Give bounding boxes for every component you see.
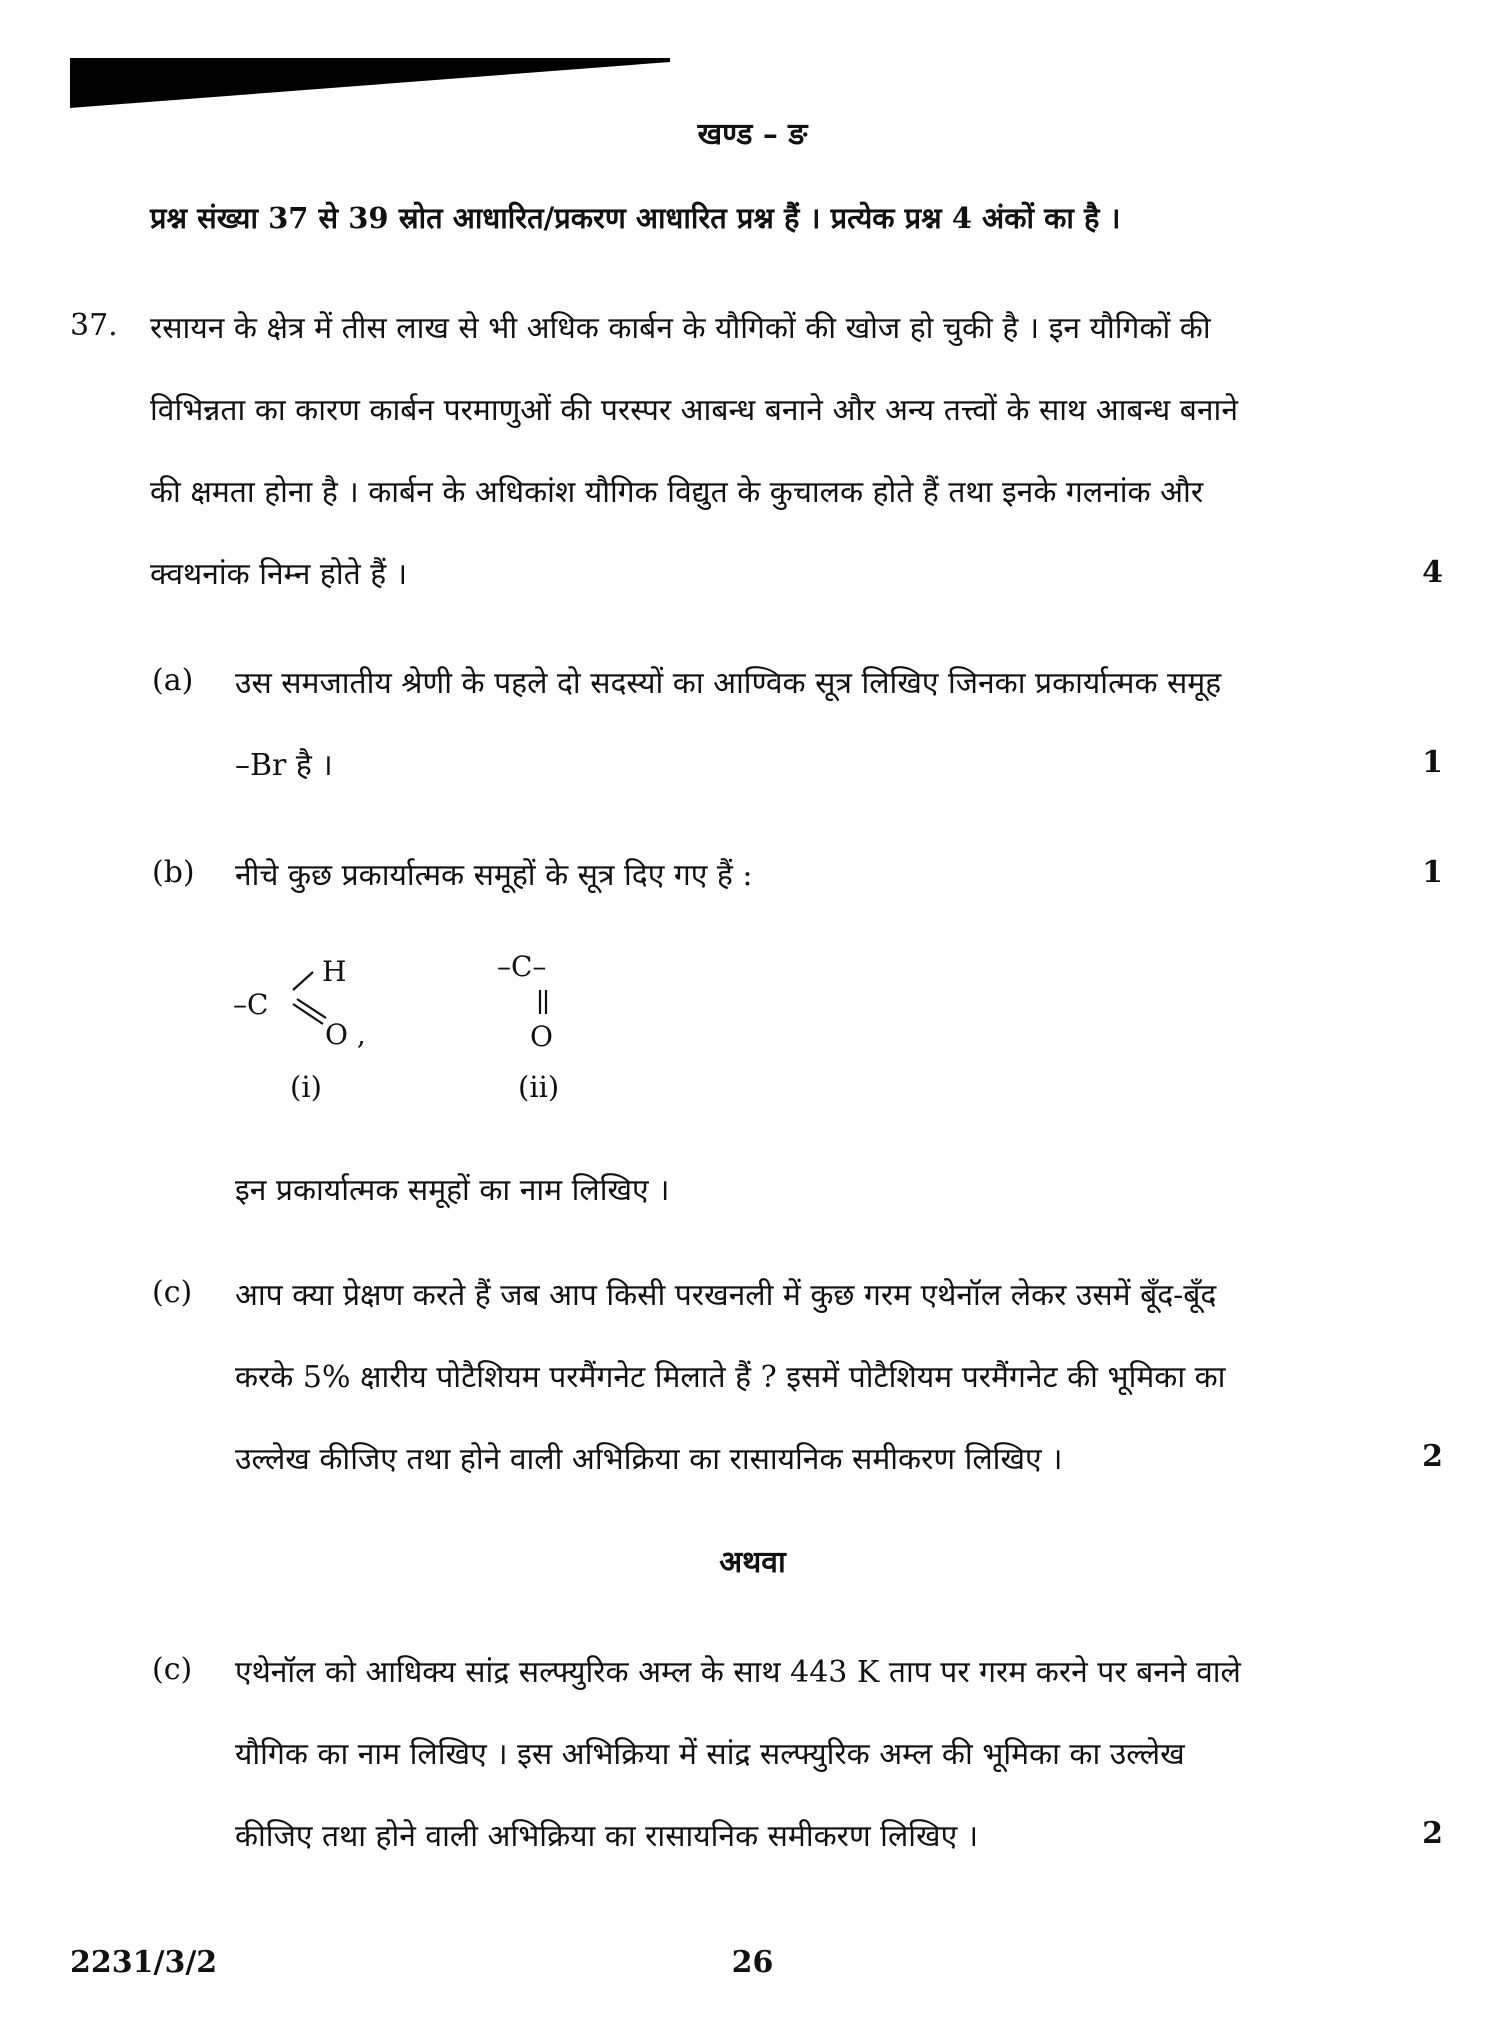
part-b-label: (b) [152, 855, 195, 890]
part-c-label: (c) [152, 1275, 193, 1310]
structure-ii-double-bond [535, 988, 551, 1018]
page-number: 26 [731, 1945, 774, 1980]
part-c-alt-marks: 2 [1422, 1816, 1443, 1851]
part-c-alt-line: यौगिक का नाम लिखिए । इस अभिक्रिया में सांद्र सल्फ्युरिक अम्ल की भूमिका का उल्लेख [235, 1737, 1185, 1772]
part-c-alt-text [235, 1632, 1365, 1878]
part-c-alt-label: (c) [152, 1652, 193, 1687]
question-line: की क्षमता होना है । कार्बन के अधिकांश यौगिक विद्युत के कुचालक होते हैं तथा इनके गलनांक और [150, 475, 1204, 510]
structure-i-label: (i) [290, 1070, 322, 1104]
part-a-label: (a) [152, 663, 194, 698]
structure-i-h: H [322, 955, 347, 988]
part-c-line: करके 5% क्षारीय पोटैशियम परमैंगनेट मिलाते हैं ? इसमें पोटैशियम परमैंगनेट की भूमिका का [235, 1360, 1226, 1395]
part-c-marks: 2 [1422, 1439, 1443, 1474]
question-number: 37. [70, 308, 118, 343]
paper-code: 2231/3/2 [70, 1945, 218, 1980]
section-title: खण्ड – ङ [697, 117, 808, 152]
question-line: विभिन्नता का कारण कार्बन परमाणुओं की परस्पर आबन्ध बनाने और अन्य तत्त्वों के साथ आबन्ध बनाने [150, 393, 1238, 428]
structure-ii-label: (ii) [518, 1070, 560, 1104]
question-stem [150, 288, 1365, 616]
structure-ii-c: –C– [497, 950, 547, 983]
part-a-marks: 1 [1422, 745, 1443, 780]
structure-ii-o: O [530, 1020, 553, 1053]
bond-c-h [293, 972, 313, 990]
part-b-text [235, 835, 1365, 917]
section-instruction: प्रश्न संख्या 37 से 39 स्रोत आधारित/प्रकरण आधारित प्रश्न हैं । प्रत्येक प्रश्न 4 अंकों का है । [150, 201, 1121, 235]
part-c-alt-line: कीजिए तथा होने वाली अभिक्रिया का रासायनिक समीकरण लिखिए । [235, 1819, 979, 1854]
part-b-follow [235, 1150, 1365, 1232]
question-marks: 4 [1422, 555, 1443, 590]
part-c-line: उल्लेख कीजिए तथा होने वाली अभिक्रिया का रासायनिक समीकरण लिखिए । [235, 1442, 1063, 1477]
part-a-line: उस समजातीय श्रेणी के पहले दो सदस्यों का आण्विक सूत्र लिखिए जिनका प्रकार्यात्मक समूह [235, 666, 1222, 701]
question-line: रसायन के क्षेत्र में तीस लाख से भी अधिक कार्बन के यौगिकों की खोज हो चुकी है । इन यौगिकों की [150, 311, 1211, 346]
part-b-follow-line: इन प्रकार्यात्मक समूहों का नाम लिखिए । [235, 1173, 670, 1208]
structure-i-bonds [285, 960, 335, 1030]
part-a-text [235, 643, 1365, 807]
part-b-line: नीचे कुछ प्रकार्यात्मक समूहों के सूत्र दिए गए हैं : [235, 858, 753, 893]
header-black-bar [70, 58, 670, 108]
question-line: क्वथनांक निम्न होते हैं । [150, 557, 408, 592]
structure-i-c: –C [233, 988, 269, 1021]
part-c-text [235, 1255, 1365, 1501]
part-c-line: आप क्या प्रेक्षण करते हैं जब आप किसी परखनली में कुछ गरम एथेनॉल लेकर उसमें बूँद-बूँद [235, 1278, 1217, 1313]
part-b-marks: 1 [1422, 855, 1443, 890]
or-heading: अथवा [719, 1545, 786, 1580]
part-c-alt-line: एथेनॉल को आधिक्य सांद्र सल्फ्युरिक अम्ल के साथ 443 K ताप पर गरम करने पर बनने वाले [235, 1655, 1241, 1690]
part-a-line: –Br है । [235, 748, 333, 783]
structure-i-o: O , [325, 1018, 366, 1051]
